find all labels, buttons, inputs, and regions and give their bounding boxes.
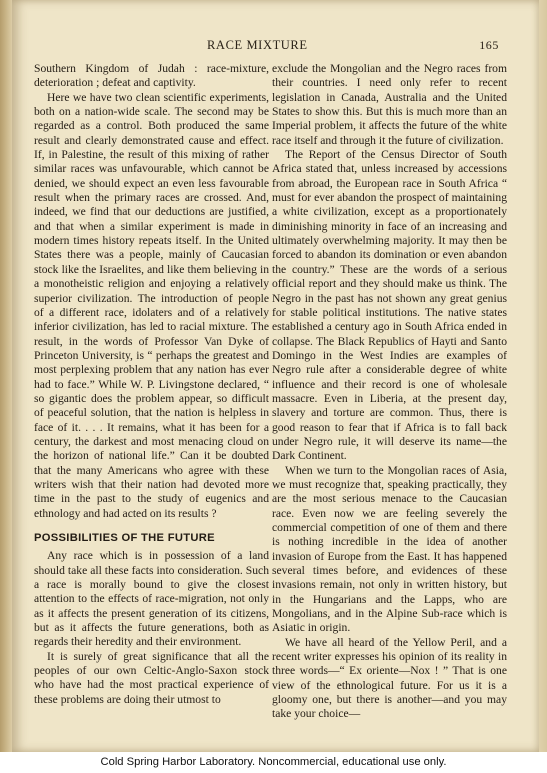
paragraph: Southern Kingdom of Judah : race-mixture, deterioration ; defeat and captivity. [34,62,269,90]
paragraph: Any race which is in possession of a land should take all these facts into consideration. Such a race is morally bound to give the closest attention to the effects of race-migration, not only as it affects the present generation of its citizens, but as it affects the future generations, both as regards their heredity and their environment. [34,549,269,649]
left-column [34,62,269,707]
paragraph: When we turn to the Mongolian races of Asia, we must recognize that, speaking practically, they are the most serious menace to the Caucasian race. Even now we are feeling severely the commercial competition of one of them and there is nothing incredible in the idea of another invasion of Europe from the East. It has happened several times before, and evidences of these invasions remain, not only in written history, but in the Hungarians and the Lapps, who are Mongolians, and in the Alpine Sub-race which is Asiatic in origin. [272,463,507,635]
paragraph: The Report of the Census Director of South Africa stated that, unless increased by accessions from abroad, the European race in South Africa “ must for ever abandon the prospect of maintaining a white civilization, except as a proportionately diminishing minority in face of an increasing and ultimately overwhelming majority. It may then be forced to abandon its domination or even abandon the country.” These are the words of a serious official report and they should make us think. The Negro in the past has not shown any great genius for stable political institutions. The native states established a century ago in South Africa ended in collapse. The Black Republics of Hayti and Santo Domingo in the West Indies are examples of Negro rule after a considerable degree of white influence and their record is one of wholesale massacre. Even in Liberia, at the present day, slavery and torture are common. Thus, there is good reason to fear that if Africa is to fall back under Negro rule, it will deserve its name—the Dark Continent. [272,148,507,463]
paragraph: It is surely of great significance that all the peoples of our own Celtic-Anglo-Saxon stock who have had the most practical experience of these problems are doing their utmost to [34,649,269,706]
footer-notice: Cold Spring Harbor Laboratory. Noncommercial, educational use only. [0,752,547,773]
section-heading: POSSIBILITIES OF THE FUTURE [34,532,215,544]
page-number: 165 [479,38,499,52]
book-page [12,0,539,752]
paragraph: We have all heard of the Yellow Peril, and a recent writer expresses his opinion of its reality in three words—“ Ex oriente—Nox ! ” That is one view of the ethnological future. For us it is a gloomy one, but there is another—and you may take your choice— [272,635,507,721]
paragraph: Here we have two clean scientific experiments, both on a nation-wide scale. The second may be regarded as a control. Both produced the same result and clearly demonstrated cause and effect. If, in Palestine, the result of this mixing of rather similar races was unfavourable, which cannot be denied, we should expect an even less favourable result when the primary races are crossed. And, indeed, we find that our deductions are justified, and that when a similar experiment is made in modern times history repeats itself. In the United States there was a people, mainly of Caucasian stock like the Israelites, and like them believing in a monotheistic religion and enjoying a relatively superior civilization. The introduction of people of a different race, idolaters and of a relatively inferior civilization, has led to racial mixture. The result, in the words of Professor Van Dyke of Princeton University, is “ perhaps the greatest and most perplexing problem that any nation has ever had to face.” While W. P. Livingstone declared, “ so gigantic does the problem appear, so difficult of peaceful solution, that the nation is helpless in face of it. . . . It remains, what it has been for a century, the darkest and most menacing cloud on the horizon of national life.” Can it be doubted that the many Americans who agree with these writers wish that their nation had devoted more time in the past to the study of eugenics and ethnology and had acted on its results ? [34,90,269,520]
right-column [272,62,507,722]
running-head: RACE MIXTURE [207,38,308,52]
paragraph: exclude the Mongolian and the Negro races from their countries. I need only refer to recent legislation in Canada, Australia and the United States to show this. But this is much more than an Imperial problem, it affects the future of the white race itself and through it the future of civilization. [272,62,507,147]
